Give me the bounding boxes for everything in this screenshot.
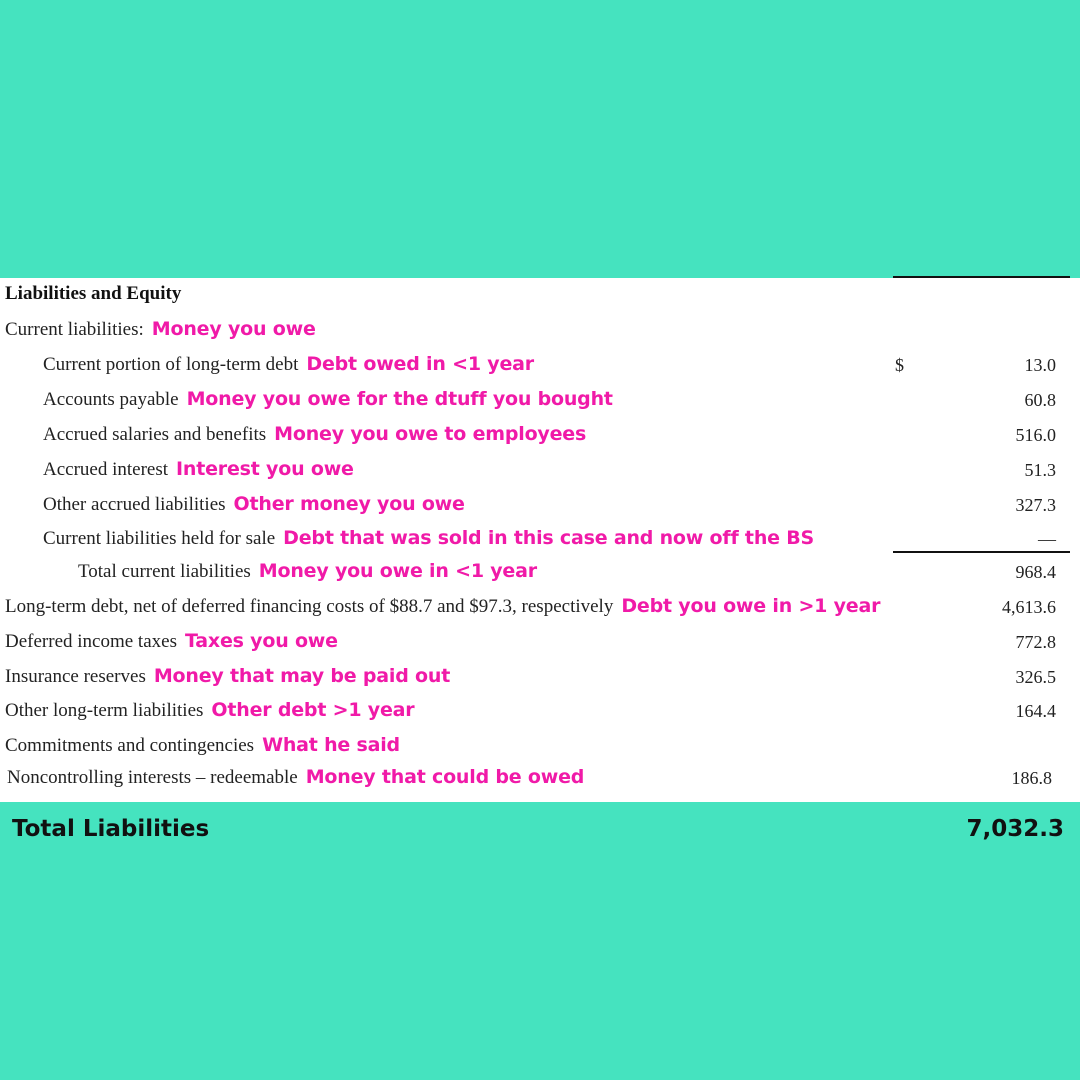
- table-row: [0, 493, 1080, 523]
- current-liabilities-note: Money you owe: [151, 318, 316, 340]
- row-label: [43, 388, 613, 411]
- row-value: 968.4: [1015, 562, 1056, 582]
- row-note: What he said: [262, 734, 400, 756]
- subtotal-row: [0, 560, 1080, 590]
- row-label: [43, 527, 814, 550]
- row-value: 327.3: [1015, 495, 1056, 515]
- row-value: 4,613.6: [1002, 597, 1056, 617]
- current-liabilities-text: Current liabilities:: [5, 319, 144, 340]
- row-note: Other money you owe: [233, 493, 465, 515]
- row-label-text: Accrued interest: [43, 459, 169, 480]
- table-row: [0, 734, 1080, 764]
- table-row: [0, 423, 1080, 453]
- table-row: [0, 630, 1080, 660]
- row-note: Other debt >1 year: [211, 699, 415, 721]
- column-top-rule: [893, 276, 1070, 278]
- row-label-text: Accounts payable: [43, 389, 179, 410]
- row-note: Debt that was sold in this case and now off the BS: [283, 527, 815, 549]
- row-value: 60.8: [1024, 390, 1056, 410]
- row-note: Debt owed in <1 year: [306, 353, 534, 375]
- total-liabilities-row: [0, 812, 1080, 852]
- table-row: [0, 388, 1080, 418]
- row-label-text: Noncontrolling interests – redeemable: [7, 767, 298, 788]
- row-label-text: Deferred income taxes: [5, 631, 177, 652]
- row-value: 326.5: [1015, 667, 1056, 687]
- row-label-text: Insurance reserves: [5, 666, 146, 687]
- row-label: [5, 734, 400, 757]
- row-label: [5, 699, 414, 722]
- table-row: [0, 766, 1080, 796]
- total-liabilities-label: Total Liabilities: [12, 816, 210, 842]
- table-row: [0, 353, 1080, 383]
- current-liabilities-label: [5, 318, 316, 341]
- row-note: Money that could be owed: [305, 766, 585, 788]
- table-row: [0, 699, 1080, 729]
- row-label: [43, 458, 354, 481]
- row-label: [5, 665, 450, 688]
- row-label: [43, 423, 586, 446]
- row-value: 51.3: [1024, 460, 1056, 480]
- row-value: 13.0: [1024, 355, 1056, 375]
- current-liabilities-header-row: [0, 318, 1080, 348]
- section-title: Liabilities and Equity: [5, 283, 182, 304]
- section-heading-row: [0, 283, 1080, 313]
- row-note: Interest you owe: [176, 458, 354, 480]
- row-value: 164.4: [1015, 701, 1056, 721]
- table-row: [0, 458, 1080, 488]
- row-note: Money that may be paid out: [153, 665, 451, 687]
- row-value: 516.0: [1015, 425, 1056, 445]
- row-label-text: Current liabilities held for sale: [43, 528, 276, 549]
- row-note: Taxes you owe: [184, 630, 338, 652]
- row-label-text: Long-term debt, net of deferred financing costs of $88.7 and $97.3, respectively: [5, 596, 614, 617]
- row-value: 772.8: [1015, 632, 1056, 652]
- row-label-text: Accrued salaries and benefits: [43, 424, 267, 445]
- row-value: —: [1038, 529, 1056, 549]
- row-value: 186.8: [1011, 768, 1052, 788]
- row-label: [43, 353, 534, 376]
- row-note: Money you owe in <1 year: [258, 560, 537, 582]
- row-note: Debt you owe in >1 year: [621, 595, 881, 617]
- row-label-text: Current portion of long-term debt: [43, 354, 299, 375]
- row-label-text: Other accrued liabilities: [43, 494, 226, 515]
- table-row: [0, 665, 1080, 695]
- currency-symbol: $: [895, 355, 904, 375]
- row-label: [43, 493, 465, 516]
- row-label-text: Total current liabilities: [78, 561, 251, 582]
- row-label-text: Commitments and contingencies: [5, 735, 255, 756]
- row-label: [5, 630, 338, 653]
- row-label-text: Other long-term liabilities: [5, 700, 204, 721]
- subtotal-rule: [893, 551, 1070, 553]
- total-liabilities-value: 7,032.3: [966, 816, 1064, 842]
- row-label: [78, 560, 537, 583]
- row-label: [7, 766, 584, 789]
- row-label: [5, 595, 880, 618]
- row-note: Money you owe to employees: [274, 423, 587, 445]
- table-row: [0, 595, 1080, 625]
- row-note: Money you owe for the dtuff you bought: [186, 388, 613, 410]
